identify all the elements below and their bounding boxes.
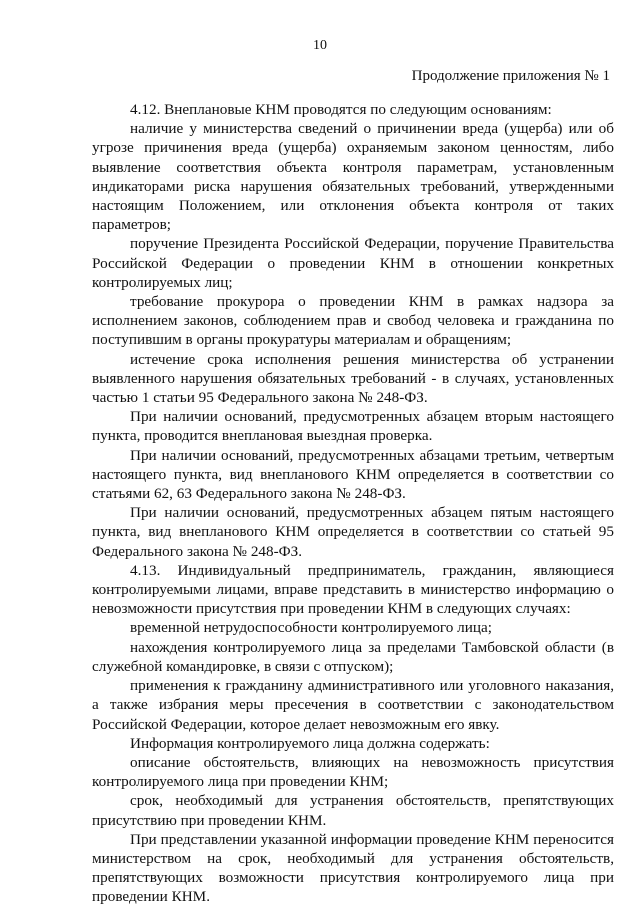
paragraph: применения к гражданину административного или уголовного наказания, а также избрания меры пресечения в соответствии с законодательством Российской Федерации, которое делает невозможным его явку. xyxy=(92,677,614,733)
paragraph: При наличии оснований, предусмотренных абзацем пятым настоящего пункта, вид внепланового КНМ определяется в соответствии со статьей 95 Федерального закона № 248-ФЗ. xyxy=(92,504,614,560)
continuation-heading: Продолжение приложения № 1 xyxy=(411,68,610,84)
paragraph: поручение Президента Российской Федерации, поручение Правительства Российской Федерации о проведении КНМ в отношении конкретных контролируемых лиц; xyxy=(92,235,614,291)
section-4-12-heading: 4.12. Внеплановые КНМ проводятся по следующим основаниям: xyxy=(130,101,552,118)
paragraph: При наличии оснований, предусмотренных абзацами третьим, четвертым настоящего пункта, вид внепланового КНМ определяется в соответствии со статьями 62, 63 Федерального закона № 248-ФЗ. xyxy=(92,446,614,503)
paragraph: истечение срока исполнения решения министерства об устранении выявленного нарушения обязательных требований - в случаях, установленных частью 1 статьи 95 Федерального закона № 248-ФЗ. xyxy=(92,350,614,407)
section-4-13-paragraph: 4.13. Индивидуальный предприниматель, гражданин, являющиеся контролируемыми лицами, вправе представить в министерство информацию о невозможности присутствия при проведении КНМ в следующих случаях: xyxy=(92,561,614,618)
document-body xyxy=(92,100,614,907)
paragraph: наличие у министерства сведений о причинении вреда (ущерба) или об угрозе причинения вреда (ущерба) охраняемым законом ценностям, либо выявление соответствия объекта контроля параметрам, установленным индикаторами риска нарушения обязательных требований, утвержденными настоящим Положением, или отклонения объекта контроля от таких параметров; xyxy=(92,120,614,234)
paragraph: Информация контролируемого лица должна содержать: xyxy=(130,734,490,752)
paragraph: временной нетрудоспособности контролируемого лица; xyxy=(130,619,492,637)
paragraph: нахождения контролируемого лица за пределами Тамбовской области (в служебной командировке, в связи с отпуском); xyxy=(92,638,614,675)
paragraph: описание обстоятельств, влияющих на невозможность присутствия контролируемого лица при проведении КНМ; xyxy=(92,753,614,791)
page-number: 10 xyxy=(313,38,327,53)
paragraph: При представлении указанной информации проведение КНМ переносится министерством на срок, необходимый для устранения обстоятельств, препятствующих возможности присутствия контролируемого лица при проведении КНМ. xyxy=(92,830,614,906)
paragraph: При наличии оснований, предусмотренных абзацем вторым настоящего пункта, проводится внеплановая выездная проверка. xyxy=(92,408,614,445)
paragraph: требование прокурора о проведении КНМ в рамках надзора за исполнением законов, соблюдением прав и свобод человека и гражданина по поступившим в органы прокуратуры материалам и обращениям; xyxy=(92,293,614,349)
paragraph: срок, необходимый для устранения обстоятельств, препятствующих присутствию при проведении КНМ. xyxy=(92,792,614,829)
